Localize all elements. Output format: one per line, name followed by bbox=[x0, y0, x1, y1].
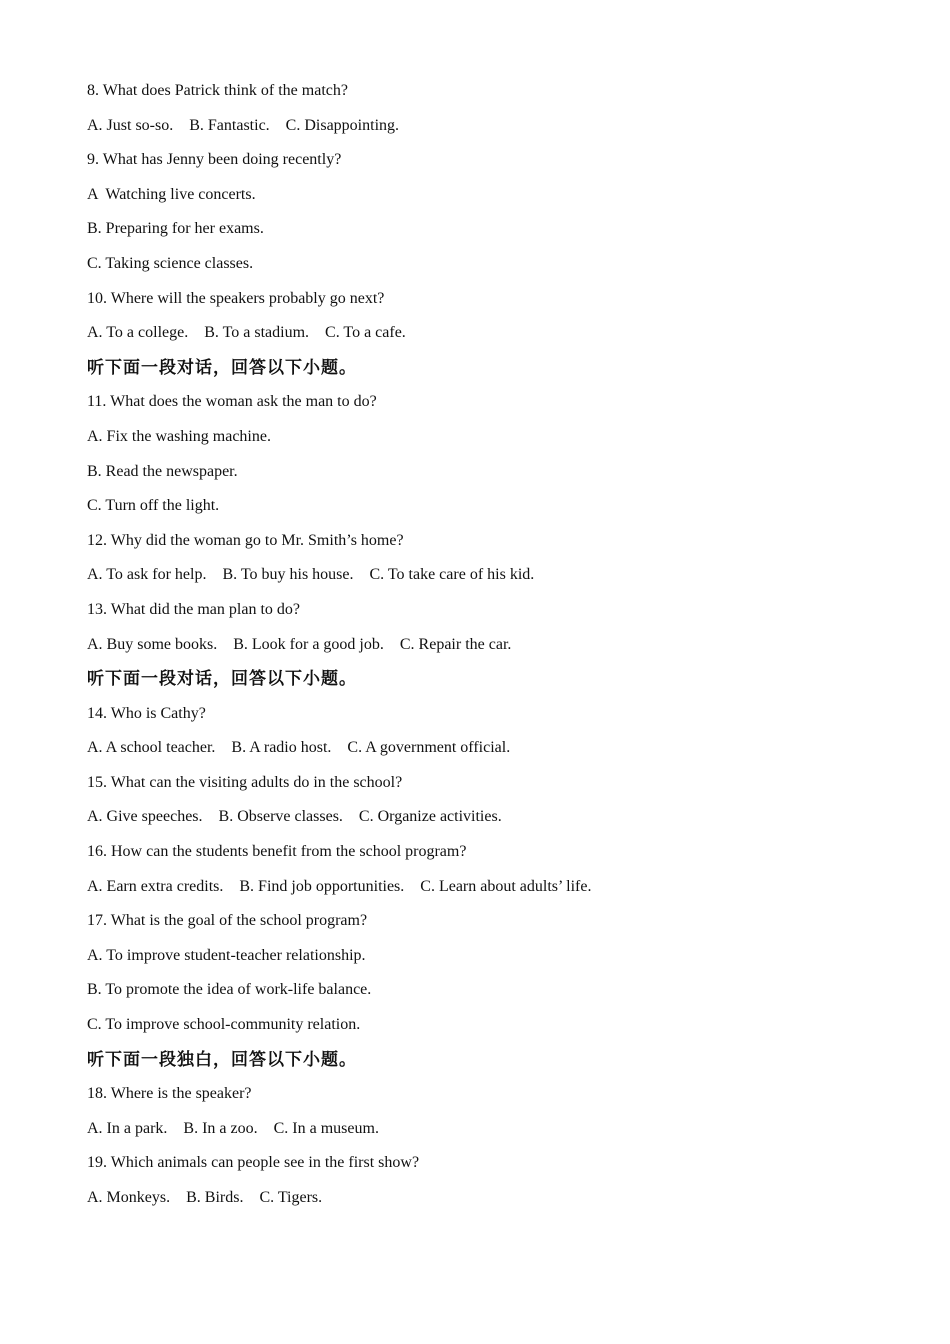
question-16: 16. How can the students benefit from the school program? bbox=[87, 843, 467, 861]
question-10: 10. Where will the speakers probably go next? bbox=[87, 289, 385, 307]
question-11: 11. What does the woman ask the man to do? bbox=[87, 393, 377, 411]
question-19-options: A. Monkeys. B. Birds. C. Tigers. bbox=[87, 1189, 323, 1206]
question-9-option-b: B. Preparing for her exams. bbox=[87, 220, 264, 238]
question-12-options: A. To ask for help. B. To buy his house. C. To take care of his kid. bbox=[87, 566, 535, 584]
question-15: 15. What can the visiting adults do in the school? bbox=[87, 773, 403, 791]
document-page bbox=[87, 77, 887, 1219]
question-13: 13. What did the man plan to do? bbox=[87, 600, 300, 618]
question-18-options: A. In a park. B. In a zoo. C. In a museum. bbox=[87, 1119, 379, 1137]
question-18: 18. Where is the speaker? bbox=[87, 1085, 252, 1103]
question-11-option-c: C. Turn off the light. bbox=[87, 497, 220, 515]
question-16-options: A. Earn extra credits. B. Find job opportunities. C. Learn about adults’ life. bbox=[87, 877, 592, 895]
question-17: 17. What is the goal of the school program? bbox=[87, 912, 368, 930]
question-11-option-b: B. Read the newspaper. bbox=[87, 462, 238, 480]
question-8: 8. What does Patrick think of the match? bbox=[87, 82, 348, 99]
question-14-options: A. A school teacher. B. A radio host. C. A government official. bbox=[87, 739, 511, 757]
question-9-option-c: C. Taking science classes. bbox=[87, 254, 254, 272]
question-11-option-a: A. Fix the washing machine. bbox=[87, 427, 271, 445]
question-19: 19. Which animals can people see in the first show? bbox=[87, 1154, 420, 1172]
question-9: 9. What has Jenny been doing recently? bbox=[87, 151, 342, 169]
question-9-option-a: A Watching live concerts. bbox=[87, 185, 256, 203]
section-heading: 听下面一段对话，回答以下小题。 bbox=[87, 669, 357, 690]
section-heading: 听下面一段对话，回答以下小题。 bbox=[87, 357, 357, 378]
question-15-options: A. Give speeches. B. Observe classes. C. Organize activities. bbox=[87, 808, 502, 826]
question-12: 12. Why did the woman go to Mr. Smith’s home? bbox=[87, 531, 404, 549]
question-17-option-a: A. To improve student-teacher relationship. bbox=[87, 946, 366, 964]
question-17-option-c: C. To improve school-community relation. bbox=[87, 1016, 361, 1034]
question-14: 14. Who is Cathy? bbox=[87, 704, 206, 722]
question-10-options: A. To a college. B. To a stadium. C. To a cafe. bbox=[87, 324, 406, 342]
question-8-options: A. Just so-so. B. Fantastic. C. Disappointing. bbox=[87, 116, 400, 134]
question-17-option-b: B. To promote the idea of work-life balance. bbox=[87, 981, 372, 999]
section-heading: 听下面一段独白，回答以下小题。 bbox=[87, 1049, 357, 1070]
question-13-options: A. Buy some books. B. Look for a good job. C. Repair the car. bbox=[87, 635, 512, 653]
